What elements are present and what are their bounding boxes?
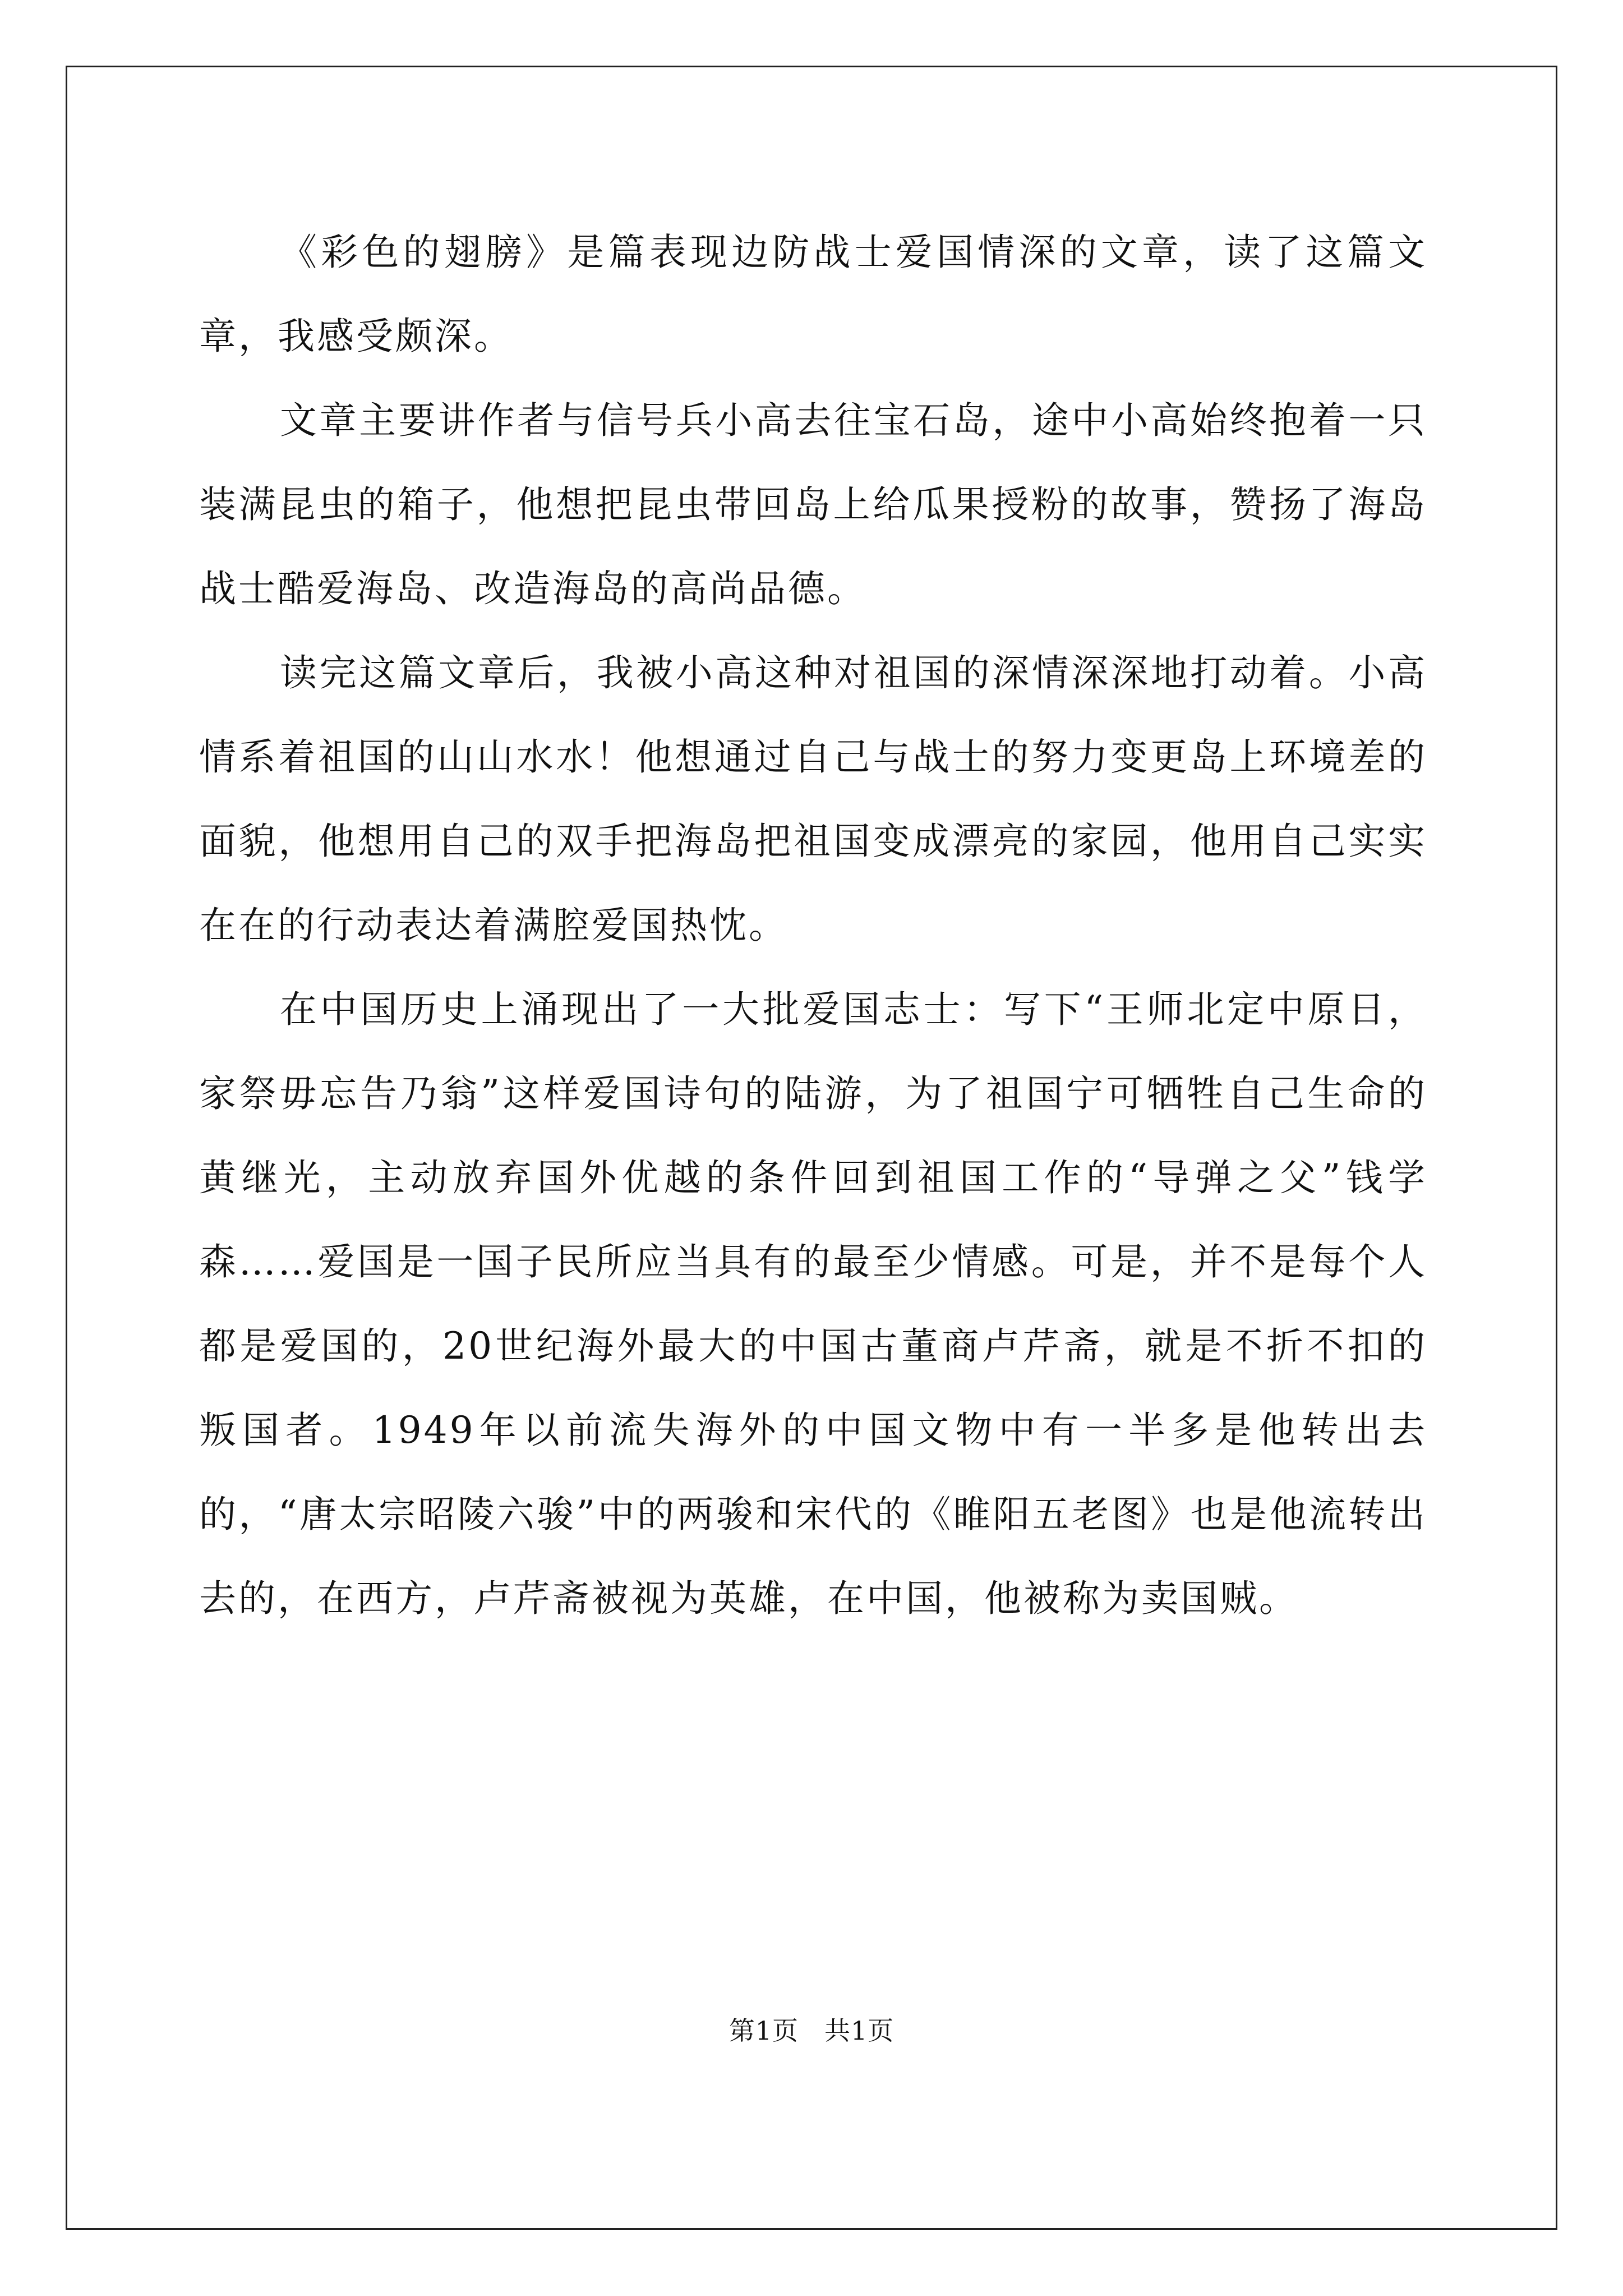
document-body (199, 210, 1427, 1641)
page-footer (0, 2014, 1623, 2047)
paragraph-3: 读完这篇文章后，我被小高这种对祖国的深情深深地打动着。小高情系着祖国的山山水水！他想通过自己与战士的努力变更岛上环境差的面貌，他想用自己的双手把海岛把祖国变成漂亮的家园，他用自己实实在在的行动表达着满腔爱国热忱。 (199, 651, 1427, 947)
page-number: 第1页 (728, 2016, 799, 2046)
page-total: 共1页 (824, 2016, 895, 2046)
paragraph-2: 文章主要讲作者与信号兵小高去往宝石岛，途中小高始终抱着一只装满昆虫的箱子，他想把昆虫带回岛上给瓜果授粉的故事，赞扬了海岛战士酷爱海岛、改造海岛的高尚品德。 (199, 399, 1427, 610)
paragraph-4: 在中国历史上涌现出了一大批爱国志士：写下“王师北定中原日，家祭毋忘告乃翁”这样爱国诗句的陆游，为了祖国宁可牺牲自己生命的黄继光，主动放弃国外优越的条件回到祖国工作的“导弹之父”钱学森……爱国是一国子民所应当具有的最至少情感。可是，并不是每个人都是爱国的，20世纪海外最大的中国古董商卢芹斋，就是不折不扣的叛国者。1949年以前流失海外的中国文物中有一半多是他转出去的，“唐太宗昭陵六骏”中的两骏和宋代的《睢阳五老图》也是他流转出去的，在西方，卢芹斋被视为英雄，在中国，他被称为卖国贼。 (199, 988, 1427, 1620)
paragraph-1: 《彩色的翅膀》是篇表现边防战士爱国情深的文章，读了这篇文章，我感受颇深。 (199, 231, 1427, 358)
